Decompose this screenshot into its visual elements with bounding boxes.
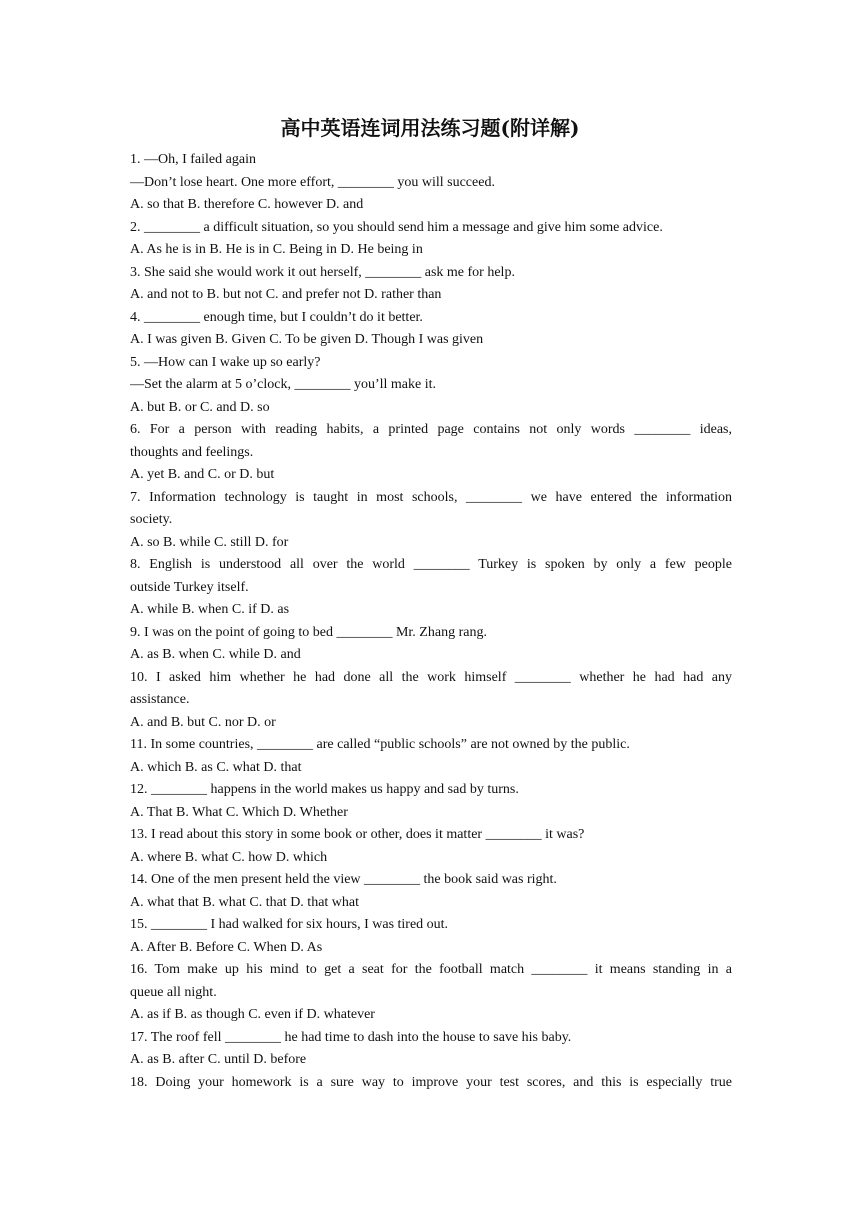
text-line: queue all night. xyxy=(130,984,217,1000)
text-line: A. as if B. as though C. even if D. whatever xyxy=(130,1007,375,1022)
text-line: A. as B. after C. until D. before xyxy=(130,1052,307,1067)
text-line: thoughts and feelings. xyxy=(130,444,254,460)
text-line: A. and not to B. but not C. and prefer not D. rather than xyxy=(130,287,442,302)
text-line: A. but B. or C. and D. so xyxy=(130,399,270,415)
text-line: 17. The roof fell ________ he had time to dash into the house to save his baby. xyxy=(130,1029,572,1045)
text-line: 9. I was on the point of going to bed ________ Mr. Zhang rang. xyxy=(130,624,487,640)
text-line: 5. —How can I wake up so early? xyxy=(130,354,321,370)
document-title: 高中英语连词用法练习题(附详解) xyxy=(280,116,580,140)
text-line: A. where B. what C. how D. which xyxy=(130,849,328,865)
text-line: A. I was given B. Given C. To be given D. Though I was given xyxy=(130,332,484,347)
text-line: —Set the alarm at 5 o’clock, ________ you’ll make it. xyxy=(130,377,436,392)
text-line: 1. —Oh, I failed again xyxy=(130,152,256,167)
text-line: 3. She said she would work it out herself, ________ ask me for help. xyxy=(130,264,515,280)
text-line: 15. ________ I had walked for six hours, I was tired out. xyxy=(130,917,449,932)
text-line: A. After B. Before C. When D. As xyxy=(130,939,323,955)
text-line: 11. In some countries, ________ are called “public schools” are not owned by the public. xyxy=(130,737,630,752)
text-line: 4. ________ enough time, but I couldn’t do it better. xyxy=(130,309,423,325)
text-line: A. As he is in B. He is in C. Being in D. He being in xyxy=(130,242,423,257)
text-line: —Don’t lose heart. One more effort, ________ you will succeed. xyxy=(130,174,495,190)
text-line: A. yet B. and C. or D. but xyxy=(130,467,275,482)
text-line: outside Turkey itself. xyxy=(130,579,249,595)
text-line: 12. ________ happens in the world makes us happy and sad by turns. xyxy=(130,782,519,797)
text-line: 13. I read about this story in some book or other, does it matter ________ it was? xyxy=(130,827,585,842)
text-line: society. xyxy=(130,512,173,527)
text-line: A. while B. when C. if D. as xyxy=(130,602,290,617)
text-line: A. That B. What C. Which D. Whether xyxy=(130,804,348,820)
document-body xyxy=(130,149,732,1094)
text-line: 18. Doing your homework is a sure way to improve your test scores, and this is especially true xyxy=(130,1074,732,1090)
text-line: A. as B. when C. while D. and xyxy=(130,647,301,662)
text-line: A. which B. as C. what D. that xyxy=(130,759,302,775)
text-line: 2. ________ a difficult situation, so you should send him a message and give him some advice. xyxy=(130,219,663,235)
text-line: A. and B. but C. nor D. or xyxy=(130,714,276,730)
text-line: A. so that B. therefore C. however D. and xyxy=(130,197,364,212)
text-line: 14. One of the men present held the view ________ the book said was right. xyxy=(130,872,557,887)
text-line: 7. Information technology is taught in most schools, ________ we have entered the information xyxy=(130,489,732,505)
text-line: 10. I asked him whether he had done all the work himself ________ whether he had had any xyxy=(130,669,732,685)
text-line: assistance. xyxy=(130,692,190,707)
text-line: 16. Tom make up his mind to get a seat for the football match ________ it means standing in a xyxy=(130,962,732,977)
text-line: A. so B. while C. still D. for xyxy=(130,534,289,550)
text-line: A. what that B. what C. that D. that what xyxy=(130,894,360,910)
text-line: 6. For a person with reading habits, a printed page contains not only words ________ ideas, xyxy=(130,422,732,437)
text-line: 8. English is understood all over the world ________ Turkey is spoken by only a few people xyxy=(130,557,732,572)
